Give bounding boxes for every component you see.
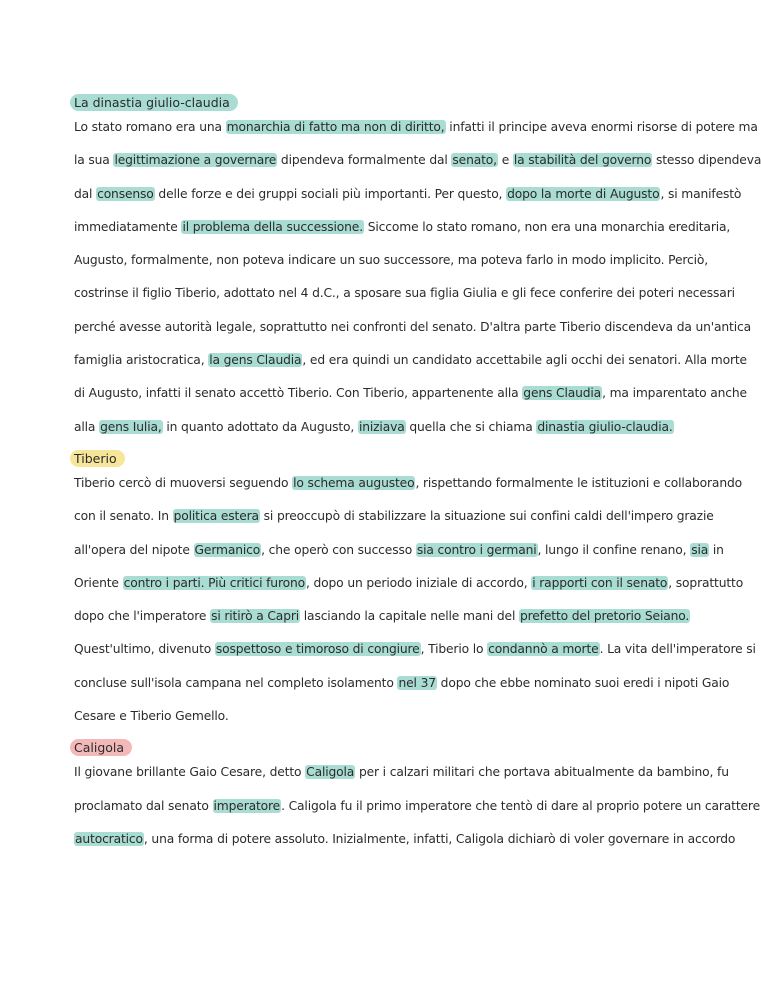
text-segment: Il giovane brillante Gaio Cesare, detto — [74, 765, 306, 780]
text-line — [74, 244, 709, 277]
highlighted-phrase: Germanico — [194, 542, 261, 557]
text-segment: Siccome lo stato romano, non era una monarchia ereditaria, — [363, 219, 731, 234]
text-segment: dal — [74, 186, 97, 201]
highlighted-phrase: gens Iulia, — [100, 419, 162, 434]
section-heading-tiberio: Tiberio — [70, 450, 125, 467]
highlighted-phrase: Caligola — [306, 765, 355, 780]
text-segment: , che operò con successo — [261, 542, 416, 557]
text-segment: costrinse il figlio Tiberio, adottato nel 4 d.C., a sposare sua figlia Giulia e gli fece conferire dei poteri necessari — [74, 286, 735, 301]
text-line — [74, 823, 736, 856]
text-segment: dipendeva formalmente dal — [277, 153, 452, 168]
text-segment: perché avesse autorità legale, soprattutto nei confronti del senato. D'altra parte Tiberio discendeva da un'antica — [74, 319, 751, 334]
highlighted-phrase: dopo la morte di Augusto — [507, 186, 660, 201]
text-segment: stesso dipendeva — [652, 153, 761, 168]
text-segment: concluse sull'isola campana nel completo isolamento — [74, 675, 398, 690]
text-segment: Augusto, formalmente, non poteva indicare un suo successore, ma poteva farlo in modo implicito. Perciò, — [74, 253, 709, 268]
text-segment: di Augusto, infatti il senato accettò Tiberio. Con Tiberio, appartenente alla — [74, 386, 523, 401]
text-segment: . Caligola fu il primo imperatore che tentò di dare al proprio potere un carattere — [281, 798, 760, 813]
text-segment: famiglia aristocratica, — [74, 353, 209, 368]
text-segment: Oriente — [74, 575, 123, 590]
section-heading-caligola: Caligola — [70, 739, 132, 756]
highlighted-phrase: iniziava — [358, 419, 405, 434]
text-segment: e — [497, 153, 513, 168]
text-line — [74, 344, 747, 377]
section-body-tiberio — [74, 467, 756, 733]
text-line — [74, 667, 730, 700]
highlighted-phrase: dinastia giulio-claudia. — [537, 419, 673, 434]
text-line — [74, 600, 690, 633]
text-line — [74, 411, 690, 444]
text-segment: , Tiberio lo — [420, 642, 488, 657]
text-line — [74, 633, 756, 666]
section-caligola — [74, 737, 760, 856]
text-segment: delle forze e dei gruppi sociali più importanti. Per questo, — [154, 186, 507, 201]
text-line — [74, 700, 690, 733]
text-line — [74, 467, 742, 500]
text-segment: , rispettando formalmente le istituzioni e collaborando — [415, 475, 742, 490]
text-segment: all'opera del nipote — [74, 542, 194, 557]
text-segment: , si manifestò — [660, 186, 742, 201]
text-line — [74, 756, 729, 789]
highlighted-phrase: condannò a morte — [488, 642, 599, 657]
highlighted-phrase: prefetto del pretorio Seiano. — [519, 609, 690, 624]
text-segment: quella che si chiama — [405, 419, 537, 434]
highlighted-phrase: nel 37 — [398, 675, 436, 690]
text-segment: , soprattutto — [668, 575, 744, 590]
text-line — [74, 178, 742, 211]
highlighted-phrase: si ritirò a Capri — [211, 609, 300, 624]
highlighted-phrase: sia contro i germani — [416, 542, 537, 557]
text-segment: con il senato. In — [74, 509, 173, 524]
text-segment: , ma imparentato anche — [602, 386, 747, 401]
highlighted-phrase: la gens Claudia — [209, 353, 302, 368]
section-dinastia — [74, 92, 761, 444]
text-segment: , dopo un periodo iniziale di accordo, — [305, 575, 532, 590]
text-segment: alla — [74, 419, 100, 434]
text-segment: Lo stato romano era una — [74, 120, 226, 134]
text-line — [74, 534, 724, 567]
text-segment: si preoccupò di stabilizzare la situazione sui confini caldi dell'impero grazie — [259, 509, 714, 524]
text-segment: Quest'ultimo, divenuto — [74, 642, 215, 657]
highlighted-phrase: gens Claudia — [523, 386, 602, 401]
highlighted-phrase: sia — [691, 542, 709, 557]
section-body-caligola — [74, 756, 760, 856]
highlighted-phrase: autocratico — [75, 831, 143, 846]
section-tiberio — [74, 448, 756, 733]
text-segment: per i calzari militari che portava abitualmente da bambino, fu — [355, 765, 729, 780]
highlighted-phrase: imperatore — [213, 798, 281, 813]
highlighted-phrase: senato, — [452, 153, 497, 168]
text-line — [74, 790, 760, 823]
highlighted-phrase: contro i parti. Più critici furono — [123, 575, 305, 590]
text-line — [74, 377, 747, 410]
highlighted-phrase: politica estera — [173, 509, 259, 524]
highlighted-phrase: consenso — [97, 186, 154, 201]
highlighted-phrase: sospettoso e timoroso di congiure — [215, 642, 420, 657]
highlighted-phrase: monarchia di fatto ma non di diritto, — [226, 120, 445, 134]
text-segment: Tiberio cercò di muoversi seguendo — [74, 475, 293, 490]
text-segment: in — [709, 542, 724, 557]
text-segment: immediatamente — [74, 219, 182, 234]
text-segment: lasciando la capitale nelle mani del — [300, 609, 519, 624]
highlighted-phrase: lo schema augusteo — [293, 475, 415, 490]
text-line — [74, 567, 744, 600]
section-heading-dinastia: La dinastia giulio-claudia — [70, 94, 238, 111]
text-segment: . La vita dell'imperatore si — [599, 642, 756, 657]
text-line — [74, 144, 761, 177]
section-body-dinastia — [74, 111, 761, 444]
text-segment: , lungo il confine renano, — [537, 542, 691, 557]
highlighted-phrase: il problema della successione. — [182, 219, 363, 234]
text-segment: , una forma di potere assoluto. Inizialmente, infatti, Caligola dichiarò di voler governare in accordo — [143, 831, 736, 846]
text-line — [74, 500, 714, 533]
text-segment: Cesare e Tiberio Gemello. — [74, 709, 229, 724]
text-line — [74, 277, 735, 310]
highlighted-phrase: la stabilità del governo — [513, 153, 652, 168]
text-segment: in quanto adottato da Augusto, — [162, 419, 358, 434]
text-line — [74, 311, 751, 344]
text-segment: dopo che l'imperatore — [74, 609, 211, 624]
text-segment: , ed era quindi un candidato accettabile agli occhi dei senatori. Alla morte — [302, 353, 747, 368]
text-line — [74, 111, 758, 144]
text-segment: proclamato dal senato — [74, 798, 213, 813]
highlighted-phrase: i rapporti con il senato — [532, 575, 668, 590]
text-segment: la sua — [74, 153, 114, 168]
highlighted-phrase: legittimazione a governare — [114, 153, 277, 168]
text-segment: dopo che ebbe nominato suoi eredi i nipoti Gaio — [436, 675, 730, 690]
text-segment: infatti il principe aveva enormi risorse di potere ma — [445, 120, 758, 134]
text-line — [74, 211, 731, 244]
